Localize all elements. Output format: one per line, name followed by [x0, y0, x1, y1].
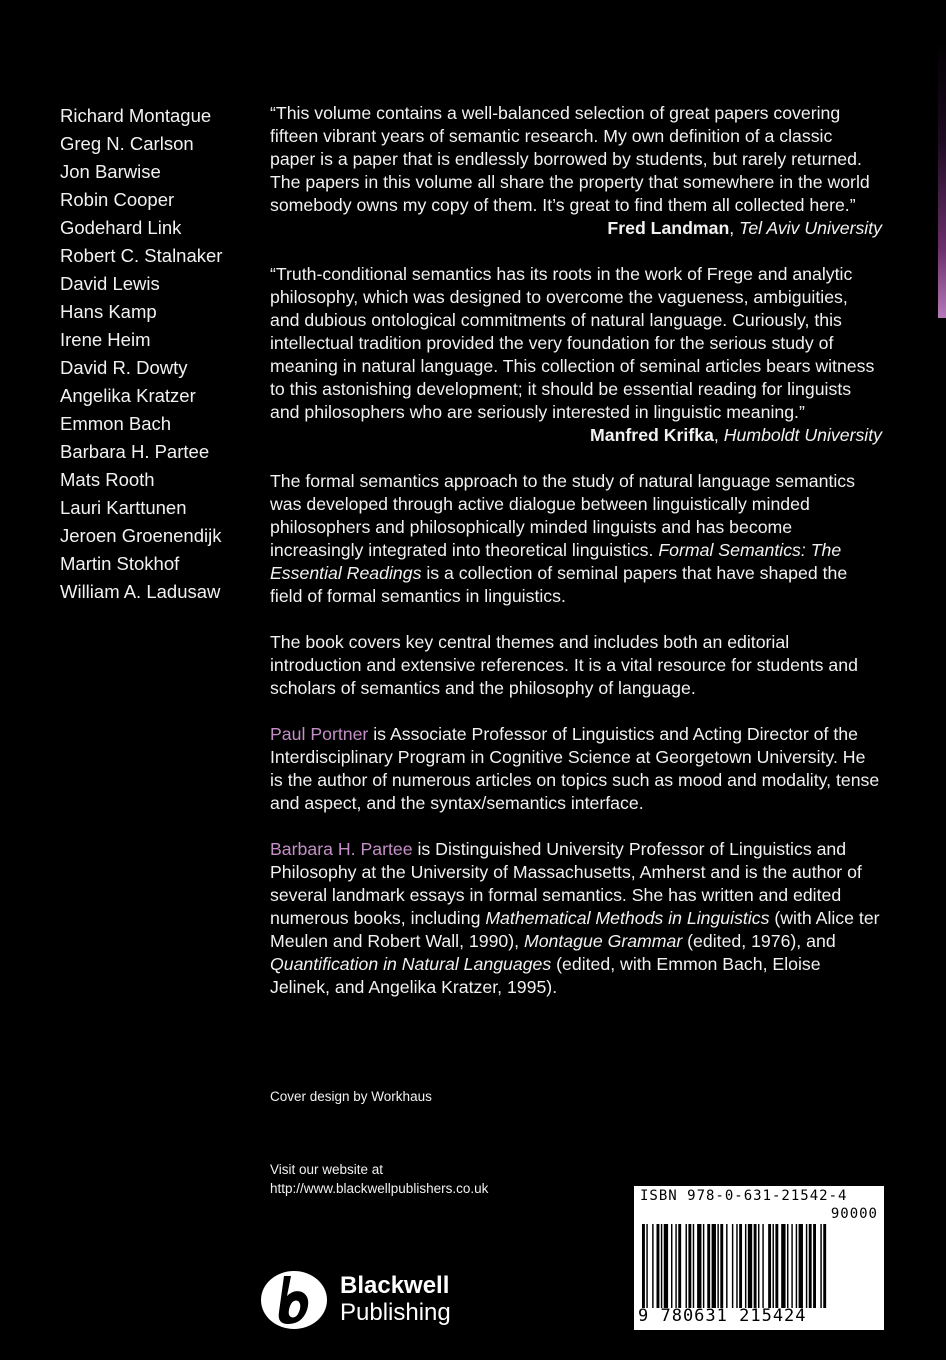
blackwell-logo-icon [260, 1270, 328, 1330]
barcode-bar [703, 1224, 704, 1308]
contributor-name: Emmon Bach [60, 413, 172, 434]
barcode-bar [754, 1224, 757, 1308]
contributor-list [60, 102, 250, 606]
endorsement-quote [270, 102, 882, 240]
publisher-logo [260, 1268, 480, 1332]
barcode-bars [640, 1224, 878, 1308]
barcode-bar [712, 1224, 716, 1308]
book-description: The formal semantics approach to the study of natural language semantics was developed through active dialogue between linguistically minded philosophers and philosophically minded linguists and has become increasingly integrated into theoretical linguistics. Formal Semantics: The Essential Readings is a collection of seminal papers that have shaped the field of formal semantics in linguistics. [270, 471, 855, 606]
book-title: Formal Semantics: The Essential Readings [270, 540, 842, 583]
isbn-number: ISBN 978-0-631-21542-4 [640, 1188, 848, 1204]
quote-author: Manfred Krifka [590, 425, 714, 445]
contributor-name: Barbara H. Partee [60, 441, 210, 462]
contributor-name: Lauri Karttunen [60, 497, 187, 518]
barcode-bar [671, 1224, 672, 1308]
barcode-bar [768, 1224, 771, 1308]
contributor-name: David R. Dowty [60, 357, 188, 378]
barcode-bar [796, 1224, 797, 1308]
barcode-bar [652, 1224, 653, 1308]
barcode-bar [720, 1224, 723, 1308]
barcode-bar [781, 1224, 785, 1308]
barcode-bar [823, 1224, 826, 1308]
barcode-bar [787, 1224, 788, 1308]
barcode-bar [773, 1224, 774, 1308]
contributor-name: Richard Montague [60, 105, 212, 126]
barcode-bar [762, 1224, 763, 1308]
barcode-bar [642, 1224, 645, 1308]
editor-name: Paul Portner [270, 724, 369, 744]
back-cover-text [270, 102, 882, 1022]
barcode-bar [758, 1224, 759, 1308]
barcode-bar [707, 1224, 710, 1308]
accent-stripe [938, 40, 946, 318]
contributor-name: Hans Kamp [60, 301, 157, 322]
quote-author: Fred Landman [607, 218, 730, 238]
barcode-digits: 9 780631 215424 [638, 1306, 807, 1326]
barcode-bar [809, 1224, 812, 1308]
contributor-name: Irene Heim [60, 329, 151, 350]
website-url[interactable]: http://www.blackwellpublishers.co.uk [270, 1181, 489, 1196]
barcode-bar [717, 1224, 718, 1308]
barcode-bar [732, 1224, 733, 1308]
barcode-bar [739, 1224, 742, 1308]
barcode-bar [736, 1224, 737, 1308]
contributor-name: Martin Stokhof [60, 553, 180, 574]
book-description-2: The book covers key central themes and includes both an editorial introduction and extensive references. It is a vital resource for students and scholars of semantics and the philosophy of language. [270, 632, 858, 698]
editor-bio-portner: Paul Portner is Associate Professor of Linguistics and Acting Director of the Interdisciplinary Program in Cognitive Science at Georgetown University. He is the author of numerous articles on topics such as mood and modality, tense and aspect, and the syntax/semantics interface. [270, 724, 880, 813]
quote-attribution: Fred Landman, Tel Aviv University [607, 218, 882, 238]
endorsement-quote [270, 263, 882, 447]
barcode-bar [661, 1224, 662, 1308]
isbn-barcode [634, 1186, 884, 1330]
barcode-bar [791, 1224, 792, 1308]
contributor-name: Jon Barwise [60, 161, 161, 182]
barcode-bar [813, 1224, 816, 1308]
cover-design-credit: Cover design by Workhaus [270, 1089, 432, 1104]
contributor-name: Greg N. Carlson [60, 133, 194, 154]
barcode-bar [686, 1224, 687, 1308]
editor-bio-partee: Barbara H. Partee is Distinguished University Professor of Linguistics and Philosophy at the University of Massachusetts, Amherst and is the author of several landmark essays in formal semantics. She has written and edited numerous books, including Mathematical Methods in Linguistics (with Alice ter Meulen and Robert Wall, 1990), Montague Grammar (edited, 1976), and Quantification in Natural Languages (edited, with Emmon Bach, Eloise Jelinek, and Angelika Kratzer, 1995). [270, 839, 880, 997]
contributor-name: Robert C. Stalnaker [60, 245, 223, 266]
quote-affiliation: Humboldt University [723, 425, 882, 445]
barcode-bar [775, 1224, 778, 1308]
contributor-name: Robin Cooper [60, 189, 175, 210]
contributor-name: Angelika Kratzer [60, 385, 196, 406]
quote-text: “This volume contains a well-balanced selection of great papers covering fifteen vibrant years of semantic research. My own definition of a classic paper is a paper that is endlessly borrowed by students, but rarely returned. The papers in this volume all share the property that somewhere in the world somebody owns my copy of them. It’s great to find them all collected here.” [270, 103, 870, 215]
quote-text: “Truth-conditional semantics has its roots in the work of Frege and analytic philosophy, which was designed to overcome the vagueness, ambiguities, and dubious ontological commitments of natural language. Curiously, this intellectual tradition provided the very foundation for the serious study of meaning in natural language. This collection of seminal articles bears witness to this astonishing development; it should be essential reading for linguists and philosophers who are seriously interested in linguistic meaning.” [270, 264, 875, 422]
contributor-name: Mats Rooth [60, 469, 155, 490]
contributor-name: Jeroen Groenendijk [60, 525, 222, 546]
price-code: 90000 [830, 1206, 878, 1222]
contributor-name: Godehard Link [60, 217, 182, 238]
barcode-bar [726, 1224, 727, 1308]
barcode-bar [820, 1224, 821, 1308]
publisher-name: Blackwell Publishing [340, 1272, 451, 1326]
barcode-bar [748, 1224, 752, 1308]
barcode-bar [678, 1224, 681, 1308]
barcode-bar [697, 1224, 701, 1308]
barcode-bar [806, 1224, 807, 1308]
website-info [270, 1160, 488, 1198]
contributor-name: William A. Ladusaw [60, 581, 221, 602]
website-label: Visit our website at [270, 1162, 384, 1177]
quote-affiliation: Tel Aviv University [739, 218, 882, 238]
quote-attribution: Manfred Krifka, Humboldt University [590, 425, 882, 445]
contributor-name: David Lewis [60, 273, 160, 294]
editor-name: Barbara H. Partee [270, 839, 413, 859]
barcode-bar [664, 1224, 668, 1308]
barcode-bar [675, 1224, 676, 1308]
barcode-bar [799, 1224, 803, 1308]
barcode-bar [693, 1224, 694, 1308]
barcode-bar [657, 1224, 660, 1308]
barcode-bar [688, 1224, 691, 1308]
barcode-bar [745, 1224, 746, 1308]
barcode-bar [646, 1224, 647, 1308]
